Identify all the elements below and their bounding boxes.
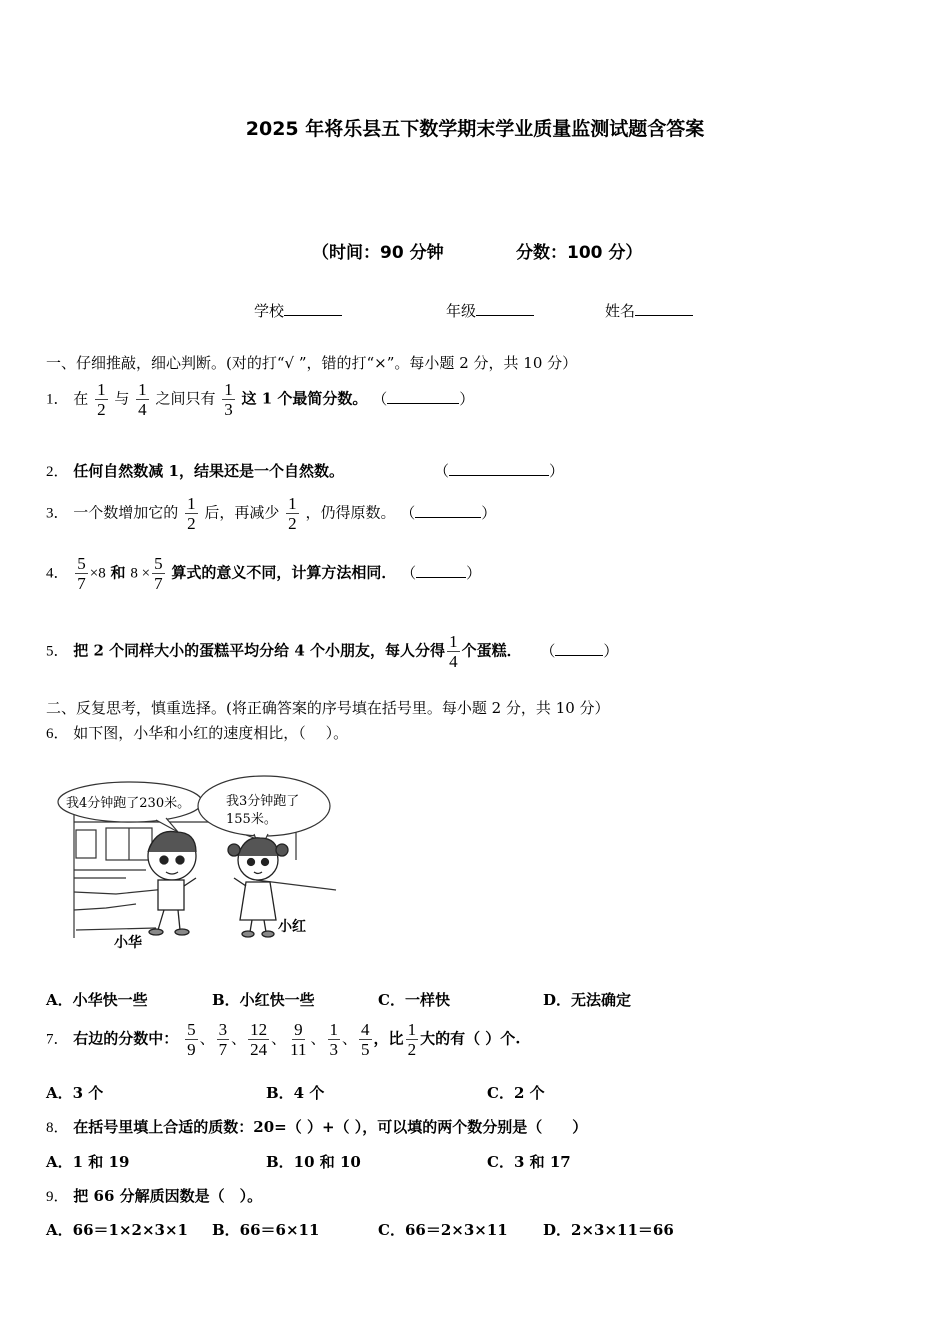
q4-paren-close: ）	[466, 563, 482, 582]
q1-answer[interactable]	[372, 390, 474, 408]
q5-paren-close: ）	[603, 641, 619, 660]
q5-text-b: 个蛋糕．	[461, 641, 522, 660]
q8-option-b[interactable]: B．10 和 10	[266, 1153, 361, 1171]
question-2	[46, 460, 344, 481]
q1-f2-numerator: 1	[138, 380, 147, 399]
q7-sep-4: 、	[310, 1029, 326, 1048]
q1-fraction-2	[136, 380, 149, 419]
grade-label: 年级	[446, 302, 477, 320]
grade-field[interactable]	[446, 300, 534, 321]
q4-fraction-2	[152, 554, 165, 593]
q7-fraction-2	[217, 1020, 230, 1059]
q1-f3-numerator: 1	[224, 380, 233, 399]
section1-heading: 一、仔细推敲，细心判断。(对的打“√ ”，错的打“×”。每小题 2 分，共 10 分）	[46, 354, 578, 372]
q3-fraction-2	[286, 494, 299, 533]
q2-paren-open: （	[434, 462, 450, 480]
q1-text-b: 与	[114, 389, 130, 408]
exam-time: （时间：90 分钟	[312, 243, 444, 263]
question-7	[46, 1020, 521, 1059]
bubble-right-text-2: 155米。	[226, 812, 277, 827]
q3-text-c: ，仍得原数。	[305, 503, 396, 522]
q3-answer-blank[interactable]	[415, 503, 481, 518]
q7-number: 7．	[46, 1031, 69, 1048]
q7-f4-numerator: 9	[294, 1020, 303, 1039]
question-3	[46, 494, 496, 533]
q2-answer[interactable]	[434, 460, 564, 481]
q7-option-c[interactable]: C．2 个	[487, 1084, 545, 1102]
q8-option-c[interactable]: C．3 和 17	[487, 1153, 571, 1171]
q7-compare-denominator: 2	[407, 1040, 417, 1059]
q4-paren-open: （	[401, 563, 417, 582]
q4-f1-numerator: 5	[77, 554, 86, 573]
q2-paren-close: ）	[549, 462, 565, 480]
q5-answer-blank[interactable]	[555, 641, 603, 656]
q3-text-b: 后，再减少	[204, 503, 280, 522]
grade-blank[interactable]	[476, 301, 534, 316]
q4-answer[interactable]	[401, 564, 481, 582]
q3-f1-denominator: 2	[187, 514, 196, 533]
q7-compare-fraction	[406, 1020, 419, 1059]
q9-option-a[interactable]: A．66＝1×2×3×1	[46, 1221, 188, 1239]
q6-option-c[interactable]: C．一样快	[378, 991, 450, 1009]
q8-number: 8．	[46, 1120, 69, 1136]
q7-f3-numerator: 12	[250, 1020, 268, 1039]
q7-fraction-6	[359, 1020, 372, 1059]
school-blank[interactable]	[284, 301, 342, 316]
q9-option-b[interactable]: B．66＝6×11	[212, 1221, 320, 1239]
name-label-xiaohong: 小红	[278, 919, 306, 935]
school-label: 学校	[254, 302, 285, 320]
section2-heading: 二、反复思考，慎重选择。(将正确答案的序号填在括号里。每小题 2 分，共 10 分）	[46, 699, 610, 717]
q2-number: 2．	[46, 464, 69, 480]
question-1	[46, 380, 474, 419]
name-blank[interactable]	[635, 301, 693, 316]
q4-multiplier-1: ×8	[89, 565, 106, 582]
q7-f2-denominator: 7	[218, 1040, 228, 1059]
q3-answer[interactable]	[400, 504, 496, 522]
q6-option-d[interactable]: D．无法确定	[543, 991, 632, 1009]
q5-number: 5．	[46, 643, 69, 660]
q7-f6-numerator: 4	[361, 1020, 370, 1039]
q3-f1-numerator: 1	[187, 494, 196, 513]
q3-text-a: 一个数增加它的	[73, 503, 179, 522]
q8-option-a[interactable]: A．1 和 19	[46, 1153, 130, 1171]
q1-number: 1．	[46, 391, 69, 408]
bubble-right-text-1: 我3分钟跑了	[226, 794, 300, 809]
q4-f2-denominator: 7	[154, 574, 163, 593]
q9-text: 把 66 分解质因数是（ ）。	[73, 1187, 263, 1205]
q6-illustration	[46, 770, 346, 960]
q4-text-b: 算式的意义不同，计算方法相同．	[171, 563, 397, 582]
q1-paren-close: ）	[459, 389, 475, 408]
q7-text-a: 右边的分数中：	[73, 1029, 179, 1048]
name-label-xiaohua: 小华	[114, 935, 142, 951]
q5-numerator: 1	[449, 632, 458, 651]
q1-f3-denominator: 3	[224, 400, 233, 419]
q5-answer[interactable]	[540, 642, 618, 660]
q1-text-d: 这 1 个最简分数。	[241, 389, 368, 408]
q4-f2-numerator: 5	[154, 554, 163, 573]
q3-fraction-1	[185, 494, 198, 533]
q7-text-c: 大的有（ ）个.	[420, 1029, 521, 1048]
q4-fraction-1	[75, 554, 88, 593]
q7-f5-numerator: 1	[329, 1020, 339, 1039]
q9-option-d[interactable]: D．2×3×11＝66	[543, 1221, 674, 1239]
q7-sep-2: 、	[231, 1029, 247, 1048]
page-title: 2025 年将乐县五下数学期末学业质量监测试题含答案	[245, 118, 705, 140]
q6-option-a[interactable]: A．小华快一些	[46, 991, 148, 1009]
q6-text: 如下图，小华和小红的速度相比，（ ）。	[73, 724, 349, 742]
name-label: 姓名	[605, 302, 636, 320]
q2-text: 任何自然数减 1，结果还是一个自然数。	[73, 462, 344, 480]
q7-sep-3: 、	[271, 1029, 287, 1048]
q3-number: 3．	[46, 505, 69, 522]
q6-number: 6．	[46, 726, 69, 742]
q7-fraction-4	[288, 1020, 308, 1059]
question-6	[46, 722, 348, 743]
q7-fraction-5	[328, 1020, 341, 1059]
q7-f2-numerator: 3	[218, 1020, 228, 1039]
q2-answer-blank[interactable]	[449, 461, 549, 476]
q5-fraction	[447, 632, 460, 671]
q5-paren-open: （	[540, 641, 556, 660]
q5-denominator: 4	[449, 652, 458, 671]
q3-paren-open: （	[400, 503, 416, 522]
q9-number: 9．	[46, 1189, 69, 1205]
question-8	[46, 1116, 587, 1137]
q7-option-b[interactable]: B．4 个	[266, 1084, 325, 1102]
q6-option-b[interactable]: B．小红快一些	[212, 991, 315, 1009]
q1-answer-blank[interactable]	[387, 389, 459, 404]
q9-option-c[interactable]: C．66＝2×3×11	[378, 1221, 508, 1239]
name-field[interactable]	[605, 300, 693, 321]
q1-f1-denominator: 2	[97, 400, 106, 419]
q1-fraction-3	[222, 380, 235, 419]
q7-f6-denominator: 5	[361, 1040, 370, 1059]
question-9	[46, 1185, 262, 1206]
q1-paren-open: （	[372, 389, 388, 408]
q1-f2-denominator: 4	[138, 400, 147, 419]
q7-fraction-3	[248, 1020, 269, 1059]
q5-text-a: 把 2 个同样大小的蛋糕平均分给 4 个小朋友，每人分得	[73, 641, 446, 660]
q4-answer-blank[interactable]	[416, 563, 466, 578]
q8-text: 在括号里填上合适的质数：20=（ ）+（ ），可以填的两个数分别是（ ）	[73, 1118, 588, 1136]
q1-fraction-1	[95, 380, 108, 419]
q7-f1-denominator: 9	[187, 1040, 196, 1059]
q7-sep-1: 、	[199, 1029, 215, 1048]
q7-f4-denominator: 11	[290, 1040, 307, 1059]
q7-fraction-1	[185, 1020, 198, 1059]
q1-f1-numerator: 1	[97, 380, 106, 399]
exam-score: 分数：100 分）	[516, 243, 643, 263]
boy-drawing	[148, 831, 196, 935]
q7-f1-numerator: 5	[187, 1020, 196, 1039]
question-4	[46, 554, 481, 593]
q3-paren-close: ）	[481, 503, 497, 522]
bubble-left-text: 我4分钟跑了230米。	[66, 796, 191, 811]
q4-f1-denominator: 7	[77, 574, 86, 593]
q7-option-a[interactable]: A．3 个	[46, 1084, 104, 1102]
q3-f2-denominator: 2	[288, 514, 297, 533]
q4-text-a: 和	[110, 563, 126, 582]
q1-text-a: 在	[73, 389, 89, 408]
q7-sep-5: 、	[342, 1029, 358, 1048]
question-5	[46, 632, 618, 671]
school-field[interactable]	[254, 300, 342, 321]
q7-f5-denominator: 3	[329, 1040, 339, 1059]
q7-text-b: ，比	[373, 1029, 404, 1048]
q7-compare-numerator: 1	[407, 1020, 417, 1039]
q4-number: 4．	[46, 565, 69, 582]
q7-f3-denominator: 24	[250, 1040, 268, 1059]
q4-multiplier-2: 8 ×	[130, 565, 151, 582]
q3-f2-numerator: 1	[288, 494, 297, 513]
q1-text-c: 之间只有	[155, 389, 216, 408]
